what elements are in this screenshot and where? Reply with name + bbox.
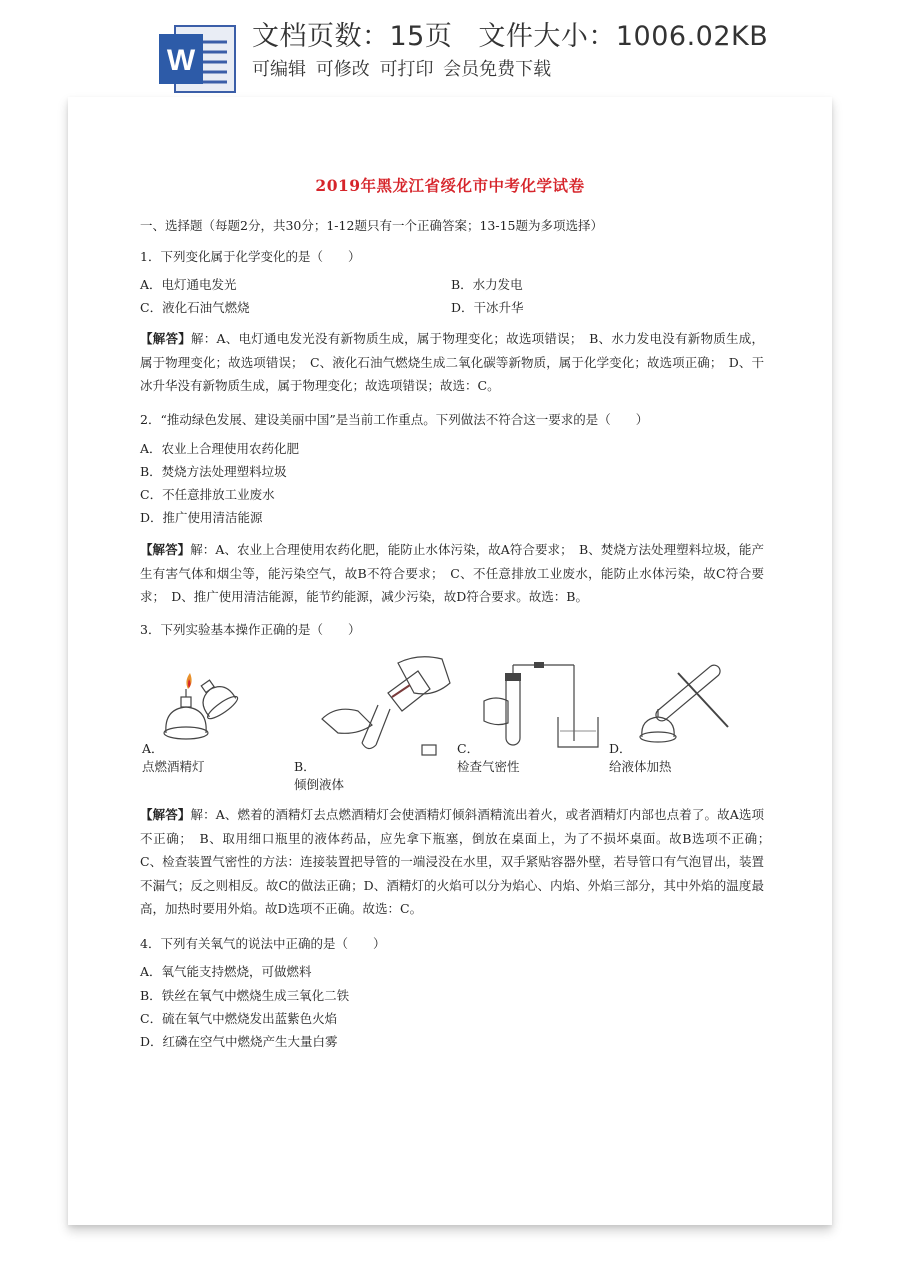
q1-option-c: C．液化石油气燃烧 — [140, 300, 250, 315]
fig-a-caption: 点燃酒精灯 — [142, 759, 205, 774]
fig-d-letter: D． — [609, 741, 632, 756]
q4-option-b: B．铁丝在氧气中燃烧生成三氧化二铁 — [140, 988, 350, 1003]
section-heading: 一、选择题（每题2分，共30分；1-12题只有一个正确答案；13-15题为多项选择） — [140, 218, 603, 233]
q1-answer: 【解答】解：A、电灯通电发光没有新物质生成，属于物理变化；故选项错误； B、水力发电没有新物质生成，属于物理变化；故选项错误； C、液化石油气燃烧生成二氧化碳等新物质，属于化学变化；故选项正确； D、干冰升华没有新物质生成，属于物理变化；故选项错误；故选：C。 — [140, 331, 764, 393]
word-icon — [157, 20, 237, 96]
figure-checking-airtightness — [478, 661, 608, 755]
q4-option-d: D．红磷在空气中燃烧产生大量白雾 — [140, 1034, 338, 1049]
file-size: 文件大小：1006.02KB — [478, 21, 769, 52]
q2-option-a: A．农业上合理使用农药化肥 — [140, 441, 300, 456]
fig-c-caption: 检查气密性 — [457, 759, 520, 774]
fig-c-letter: C． — [457, 741, 480, 756]
page-count: 文档页数：15页 — [252, 21, 453, 52]
fig-a-letter: A． — [142, 741, 164, 756]
figure-lighting-alcohol-lamp — [156, 665, 246, 749]
svg-text:W: W — [166, 44, 196, 77]
q1-option-b: B．水力发电 — [451, 277, 523, 292]
q2-option-d: D．推广使用清洁能源 — [140, 510, 263, 525]
question-1: 1．下列变化属于化学变化的是（ ） — [140, 249, 361, 264]
q1-option-d: D．干冰升华 — [451, 300, 524, 315]
header — [0, 0, 900, 96]
fig-b-letter: B． — [294, 759, 316, 774]
fig-d-caption: 给液体加热 — [609, 759, 672, 774]
question-2: 2．“推动绿色发展、建设美丽中国”是当前工作重点。下列做法不符合这一要求的是（ ） — [140, 412, 649, 427]
question-4: 4．下列有关氧气的说法中正确的是（ ） — [140, 936, 386, 951]
fig-b-caption: 倾倒液体 — [294, 777, 345, 792]
features-text: 可编辑 可修改 可打印 会员免费下载 — [252, 59, 552, 80]
q4-option-c: C．硫在氧气中燃烧发出蓝紫色火焰 — [140, 1011, 338, 1026]
q2-answer: 【解答】解：A、农业上合理使用农药化肥，能防止水体污染，故A符合要求； B、焚烧方法处理塑料垃圾，能产生有害气体和烟尘等，能污染空气，故B不符合要求； C、不任意排放工业废水，能防止水体污染，故C符合要求； D、推广使用清洁能源，能节约能源，减少污染，故D符合要求。故选：B。 — [140, 542, 764, 604]
figure-pouring-liquid — [318, 653, 458, 763]
q4-option-a: A．氧气能支持燃烧，可做燃料 — [140, 964, 312, 979]
answer-tag: 【解答】 — [140, 807, 191, 822]
file-info — [252, 14, 768, 53]
q1-option-a: A．电灯通电发光 — [140, 277, 237, 292]
q2-option-c: C．不任意排放工业废水 — [140, 487, 275, 502]
answer-tag: 【解答】 — [140, 542, 191, 557]
answer-tag: 【解答】 — [140, 331, 191, 346]
q2-option-b: B．焚烧方法处理塑料垃圾 — [140, 464, 287, 479]
document-title: 2019年黑龙江省绥化市中考化学试卷 — [315, 176, 585, 195]
question-3: 3．下列实验基本操作正确的是（ ） — [140, 622, 361, 637]
document-page — [68, 97, 832, 1225]
figure-heating-liquid — [628, 663, 738, 749]
q3-answer: 【解答】解：A、燃着的酒精灯去点燃酒精灯会使酒精灯倾斜酒精流出着火，或者酒精灯内部也点着了。故A选项不正确； B、取用细口瓶里的液体药品，应先拿下瓶塞，倒放在桌面上，为了不损坏桌面。故B选项不正确； C、检查装置气密性的方法：连接装置把导管的一端浸没在水里，双手紧贴容器外壁，若导管口有气泡冒出，装置不漏气；反之则相反。故C的做法正确；D、酒精灯的火焰可以分为焰心、内焰、外焰三部分，其中外焰的温度最高，加热时要用外焰。故D选项不正确。故选：C。 — [140, 807, 777, 916]
